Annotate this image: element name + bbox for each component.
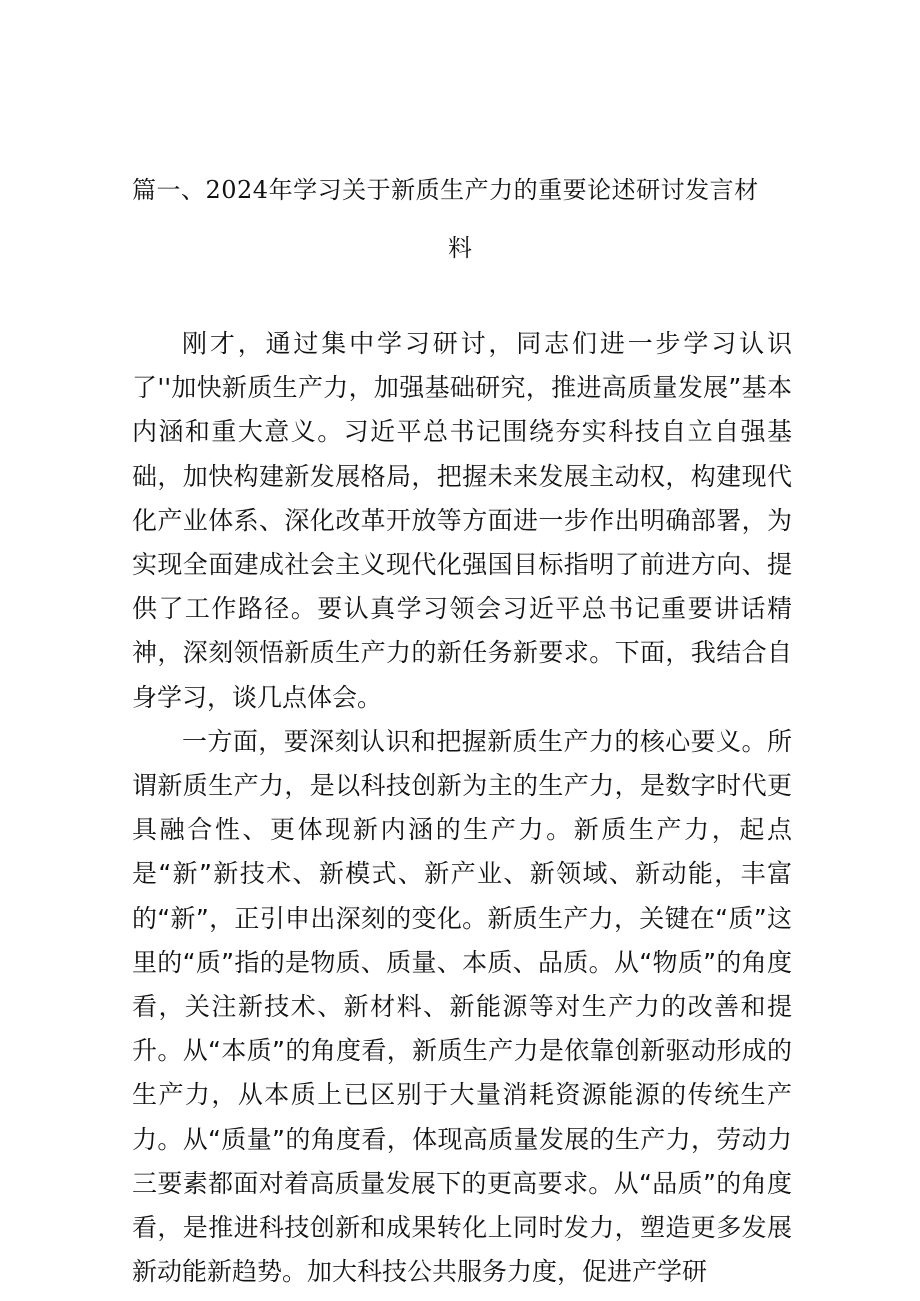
document-title: 篇一、2024年学习关于新质生产力的重要论述研讨发言材 — [132, 176, 759, 204]
document-title-continuation: 料 — [448, 234, 472, 262]
document-body — [132, 322, 792, 1294]
paragraph-1: 刚才，通过集中学习研讨，同志们进一步学习认识了''加快新质生产力，加强基础研究，推进高质量发展”基本内涵和重大意义。习近平总书记围绕夯实科技自立自强基础，加快构建新发展格局，把握未来发展主动权，构建现代化产业体系、深化改革开放等方面进一步作出明确部署，为实现全面建成社会主义现代化强国目标指明了前进方向、提供了工作路径。要认真学习领会习近平总书记重要讲话精神，深刻领悟新质生产力的新任务新要求。下面，我结合自身学习，谈几点体会。 — [132, 329, 792, 712]
paragraph-2: 一方面，要深刻认识和把握新质生产力的核心要义。所谓新质生产力，是以科技创新为主的生产力，是数字时代更具融合性、更体现新内涵的生产力。新质生产力，起点是“新”新技术、新模式、新产业、新领域、新动能，丰富的“新”，正引申出深刻的变化。新质生产力，关键在“质”这里的“质”指的是物质、质量、本质、品质。从“物质”的角度看，关注新技术、新材料、新能源等对生产力的改善和提升。从“本质”的角度看，新质生产力是依靠创新驱动形成的生产力，从本质上已区别于大量消耗资源能源的传统生产力。从“质量”的角度看，体现高质量发展的生产力，劳动力三要素都面对着高质量发展下的更高要求。从“品质”的角度看，是推进科技创新和成果转化上同时发力，塑造更多发展新动能新趋势。加大科技公共服务力度，促进产学研 — [132, 726, 792, 1287]
